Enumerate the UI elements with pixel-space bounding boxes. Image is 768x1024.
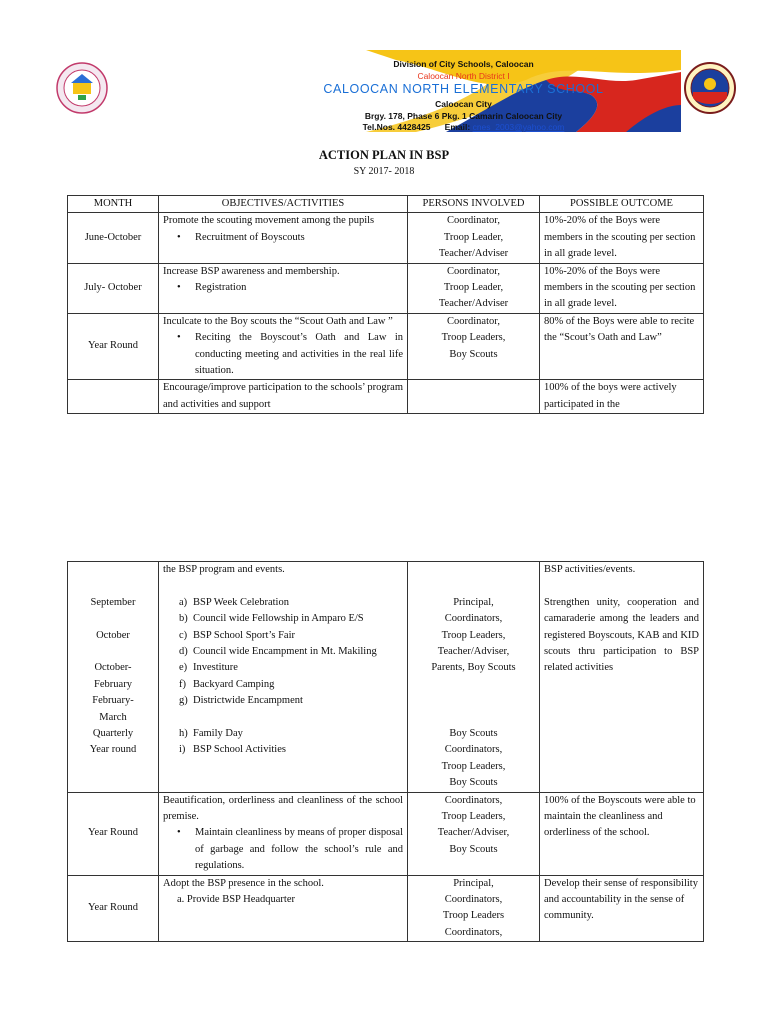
bullet-icon: •: [177, 282, 181, 294]
page-title: ACTION PLAN IN BSP: [318, 148, 450, 162]
outcome-cell: 10%-20% of the Boys were members in the scouting per section in all grade level.: [540, 263, 704, 313]
list-item: h) Family Day: [179, 728, 243, 740]
bullet-icon: •: [177, 231, 181, 243]
action-plan-table-continued: [67, 561, 704, 942]
persons-cell: Coordinators, Troop Leaders, Teacher/Adviser, Boy Scouts: [408, 792, 540, 875]
list-item: d) Council wide Encampment in Mt. Makiling: [179, 646, 377, 658]
objective-cell: [159, 792, 408, 875]
bullet-item: • Recruitment of Boyscouts: [163, 230, 403, 246]
contact-line: [246, 122, 681, 132]
table-header-row: [68, 196, 704, 213]
persons-cell: Principal, Coordinators, Troop Leaders Coordinators,: [408, 875, 540, 942]
letterhead: [0, 0, 768, 140]
objective-text: Beautification, orderliness and cleanliness of the school premise.: [163, 794, 403, 823]
month-cell: Year Round: [68, 875, 159, 942]
objective-cell: [159, 875, 408, 942]
outcome-cell: 10%-20% of the Boys were members in the scouting per section in all grade level.: [540, 213, 704, 263]
school-address: Brgy. 178, Phase 6 Pkg. 1 Camarin Caloocan City: [364, 111, 563, 121]
bullet-item: • Maintain cleanliness by means of proper disposal of garbage and follow the school’s rule and regulations.: [163, 825, 403, 874]
persons-cell: Coordinator, Troop Leader, Teacher/Adviser: [408, 263, 540, 313]
sub-item: a. Provide BSP Headquarter: [177, 894, 296, 906]
month-cell: September October October- February February- March Quarterly Year round: [68, 562, 159, 793]
bullet-item: • Registration: [163, 280, 403, 296]
month-cell: Year Round: [68, 313, 159, 380]
list-item: b) Council wide Fellowship in Amparo E/S: [179, 613, 364, 625]
persons-cell: Principal, Coordinators, Troop Leaders, Teacher/Adviser, Parents, Boy Scouts Boy Scouts Coordinators, Troop Leaders, Boy Scouts: [408, 562, 540, 793]
city-seal-icon: [684, 62, 736, 114]
outcome-cell: 100% of the Boyscouts were able to maintain the cleanliness and orderliness of the school.: [540, 792, 704, 875]
objective-cell: [159, 313, 408, 380]
objective-cell: [159, 213, 408, 263]
list-item: i) BSP School Activities: [179, 744, 286, 756]
month-cell: July- October: [68, 263, 159, 313]
month-cell: [68, 380, 159, 414]
objective-text: the BSP program and events.: [163, 564, 285, 575]
month-cell: Year Round: [68, 792, 159, 875]
district-name: Caloocan North District I: [417, 71, 510, 81]
email-label: Email:: [444, 122, 471, 132]
school-name: CALOOCAN NORTH ELEMENTARY SCHOOL: [323, 82, 604, 96]
list-item: g) Districtwide Encampment: [179, 695, 303, 707]
header-outcome: POSSIBLE OUTCOME: [540, 196, 704, 213]
bullet-icon: •: [177, 827, 181, 839]
objective-text: Increase BSP awareness and membership.: [163, 265, 340, 277]
table-row: [68, 875, 704, 942]
bullet-item: • Reciting the Boyscout’s Oath and Law in conducting meeting and activities in the real life situation.: [163, 330, 403, 379]
bullet-icon: •: [177, 332, 181, 344]
objective-text: Inculcate to the Boy scouts the “Scout Oath and Law ”: [163, 315, 393, 327]
table-row: [68, 380, 704, 414]
outcome-cell: 100% of the boys were actively participated in the: [540, 380, 704, 414]
table-row: [68, 213, 704, 263]
persons-cell: Coordinator, Troop Leaders, Boy Scouts: [408, 313, 540, 380]
telephone: Tel.Nos. 4428425: [362, 122, 431, 132]
header-persons: PERSONS INVOLVED: [408, 196, 540, 213]
table-row: [68, 792, 704, 875]
header-objectives: OBJECTIVES/ACTIVITIES: [159, 196, 408, 213]
month-cell: June-October: [68, 213, 159, 263]
objective-cell: Encourage/improve participation to the schools’ program and activities and support: [159, 380, 408, 414]
city-name: Caloocan City: [435, 99, 492, 109]
table-row: [68, 562, 704, 793]
outcome-cell: BSP activities/events. Strengthen unity, cooperation and camaraderie among the leaders and registered Boyscouts, KAB and KID scouts thru participation to BSP related activities: [540, 562, 704, 793]
list-item: a) BSP Week Celebration: [179, 596, 289, 608]
outcome-cell: Develop their sense of responsibility and accountability in the sense of community.: [540, 875, 704, 942]
list-item: f) Backyard Camping: [179, 678, 275, 690]
email-link[interactable]: cnes_2003@yahoo.com: [472, 122, 565, 132]
school-year: SY 2017- 2018: [353, 166, 415, 177]
objective-text: Adopt the BSP presence in the school.: [163, 877, 324, 889]
objective-text: Promote the scouting movement among the pupils: [163, 215, 375, 227]
objective-cell: [159, 263, 408, 313]
objective-cell: [159, 562, 408, 793]
table-row: [68, 313, 704, 380]
persons-cell: Coordinator, Troop Leader, Teacher/Adviser: [408, 213, 540, 263]
school-seal-icon: [56, 62, 108, 114]
division-name: Division of City Schools, Caloocan: [393, 59, 534, 69]
list-item: c) BSP School Sport’s Fair: [179, 629, 296, 641]
list-item: e) Investiture: [179, 662, 238, 674]
table-row: [68, 263, 704, 313]
outcome-cell: 80% of the Boys were able to recite the “Scout’s Oath and Law”: [540, 313, 704, 380]
header-month: MONTH: [68, 196, 159, 213]
action-plan-table: [67, 195, 704, 414]
persons-cell: [408, 380, 540, 414]
